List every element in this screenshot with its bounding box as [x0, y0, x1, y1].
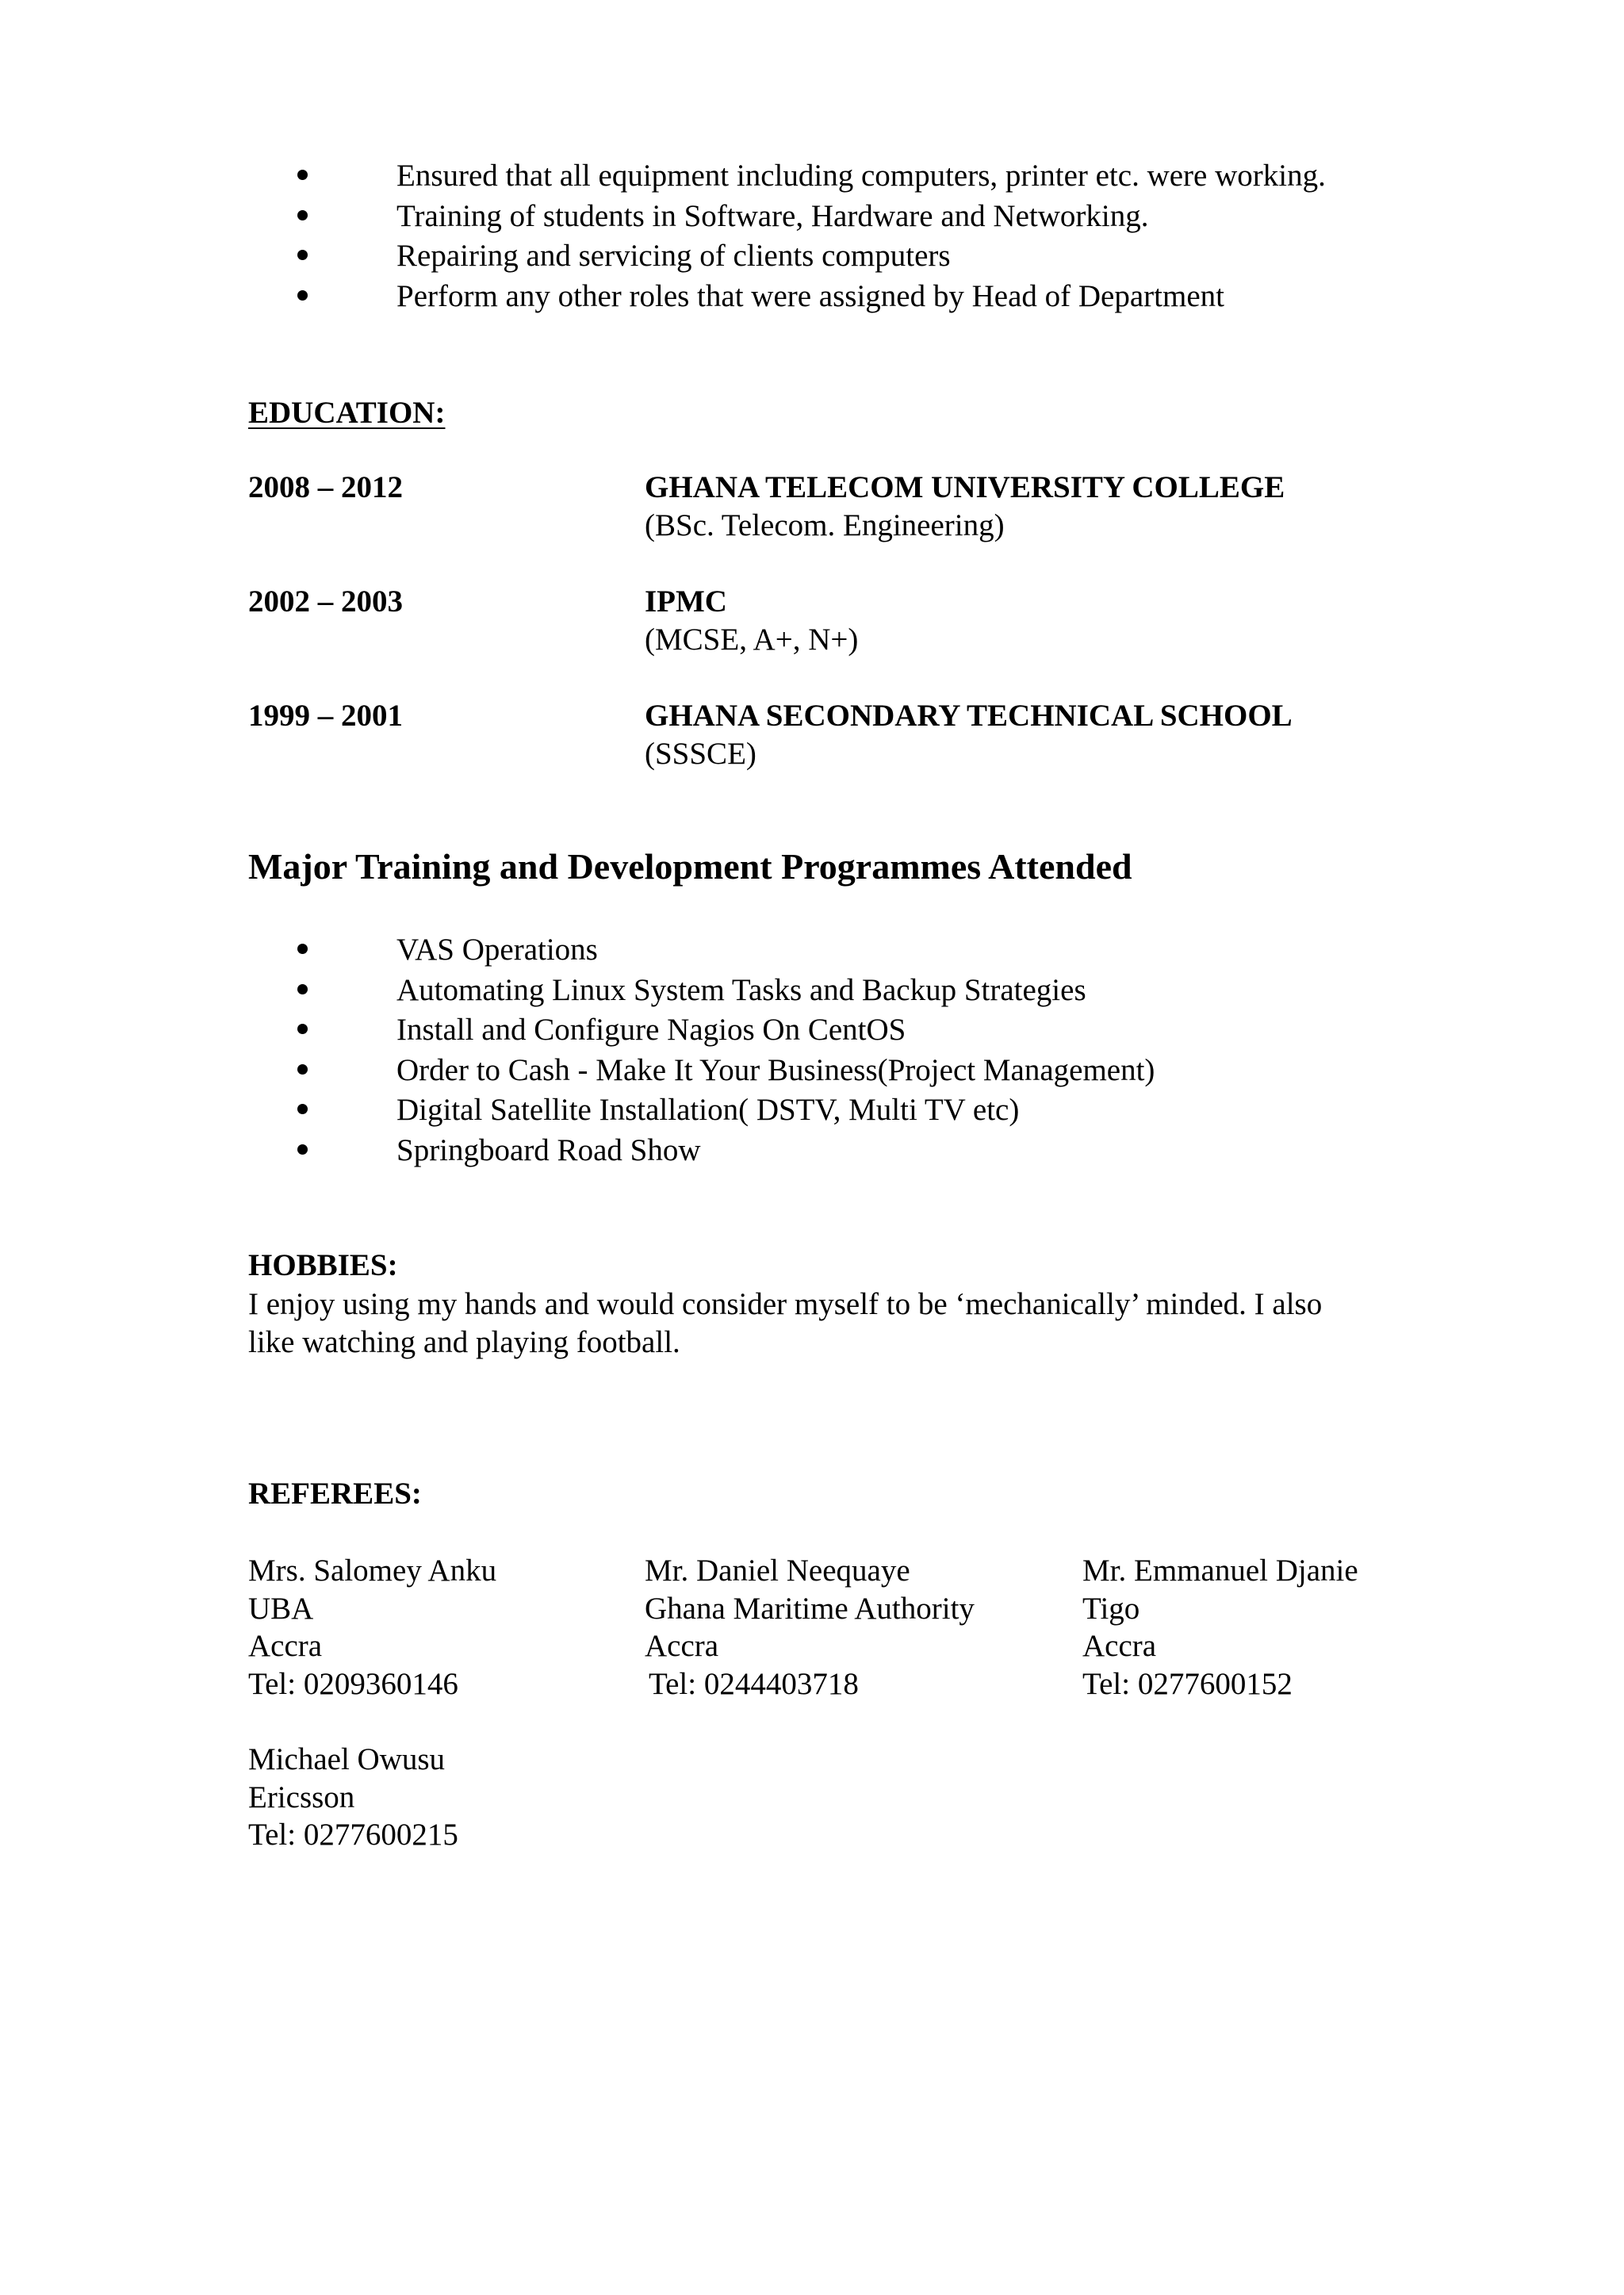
list-item — [297, 277, 1326, 317]
education-heading: EDUCATION: — [248, 396, 446, 430]
referee-phone: Tel: 0277600152 — [1082, 1666, 1293, 1701]
bullet-icon — [297, 210, 308, 220]
referee-name: Mr. Emmanuel Djanie — [1082, 1554, 1358, 1588]
hobbies-text-line: like watching and playing football. — [248, 1325, 680, 1359]
training-item: Install and Configure Nagios On CentOS — [396, 1013, 906, 1047]
training-item: Digital Satellite Installation( DSTV, Multi TV etc) — [396, 1093, 1020, 1127]
bullet-icon — [297, 1104, 308, 1114]
referee-organization: Tigo — [1082, 1591, 1140, 1626]
education-qualification: (SSSCE) — [645, 737, 756, 771]
referee-city: Accra — [248, 1629, 323, 1663]
referees-heading: REFEREES: — [248, 1477, 422, 1511]
referee-card — [645, 1552, 975, 1703]
education-years: 1999 – 2001 — [248, 699, 403, 733]
training-item: VAS Operations — [396, 933, 598, 967]
duty-text: Ensured that all equipment including computers, printer etc. were working. — [396, 159, 1326, 193]
education-qualification: (MCSE, A+, N+) — [645, 623, 859, 657]
training-item: Order to Cash - Make It Your Business(Project Management) — [396, 1052, 1155, 1087]
hobbies-text-line: I enjoy using my hands and would consider myself to be ‘mechanically’ minded. I also — [248, 1287, 1323, 1321]
duties-list — [297, 156, 1326, 316]
education-years: 2002 – 2003 — [248, 584, 403, 619]
duty-text: Perform any other roles that were assigned by Head of Department — [396, 278, 1224, 313]
bullet-icon — [297, 944, 308, 954]
referee-card — [1082, 1552, 1358, 1703]
bullet-icon — [297, 170, 308, 180]
bullet-icon — [297, 1144, 308, 1155]
list-item — [297, 930, 1155, 971]
referee-name: Mrs. Salomey Anku — [248, 1554, 497, 1588]
referee-card — [248, 1741, 458, 1854]
list-item — [297, 156, 1326, 197]
referee-city: Accra — [645, 1629, 719, 1663]
education-institution: IPMC — [645, 584, 727, 619]
list-item — [297, 1051, 1155, 1091]
bullet-icon — [297, 250, 308, 260]
bullet-icon — [297, 1024, 308, 1034]
referee-phone: Tel: 0244403718 — [649, 1666, 859, 1701]
education-institution: GHANA SECONDARY TECHNICAL SCHOOL — [645, 699, 1293, 733]
referee-city: Accra — [1082, 1629, 1157, 1663]
list-item — [297, 971, 1155, 1011]
education-years: 2008 – 2012 — [248, 470, 403, 504]
list-item — [297, 1010, 1155, 1051]
referee-organization: Ghana Maritime Authority — [645, 1591, 975, 1626]
referee-organization: Ericsson — [248, 1780, 355, 1814]
list-item — [297, 197, 1326, 237]
referee-name: Michael Owusu — [248, 1742, 446, 1776]
training-item: Springboard Road Show — [396, 1132, 701, 1167]
bullet-icon — [297, 290, 308, 301]
bullet-icon — [297, 1064, 308, 1075]
list-item — [297, 1090, 1155, 1131]
referee-card — [248, 1552, 496, 1703]
training-item: Automating Linux System Tasks and Backup Strategies — [396, 972, 1086, 1007]
training-list — [297, 930, 1155, 1170]
hobbies-heading: HOBBIES: — [248, 1248, 398, 1282]
referee-name: Mr. Daniel Neequaye — [645, 1554, 910, 1588]
referee-organization: UBA — [248, 1591, 314, 1626]
duty-text: Training of students in Software, Hardware and Networking. — [396, 198, 1149, 233]
referee-phone: Tel: 0277600215 — [248, 1818, 458, 1852]
list-item — [297, 1131, 1155, 1171]
training-heading: Major Training and Development Programmes Attended — [248, 846, 1132, 887]
referee-phone: Tel: 0209360146 — [248, 1666, 458, 1701]
duty-text: Repairing and servicing of clients computers — [396, 239, 951, 273]
bullet-icon — [297, 984, 308, 994]
education-qualification: (BSc. Telecom. Engineering) — [645, 508, 1005, 542]
education-institution: GHANA TELECOM UNIVERSITY COLLEGE — [645, 470, 1285, 504]
list-item — [297, 236, 1326, 277]
